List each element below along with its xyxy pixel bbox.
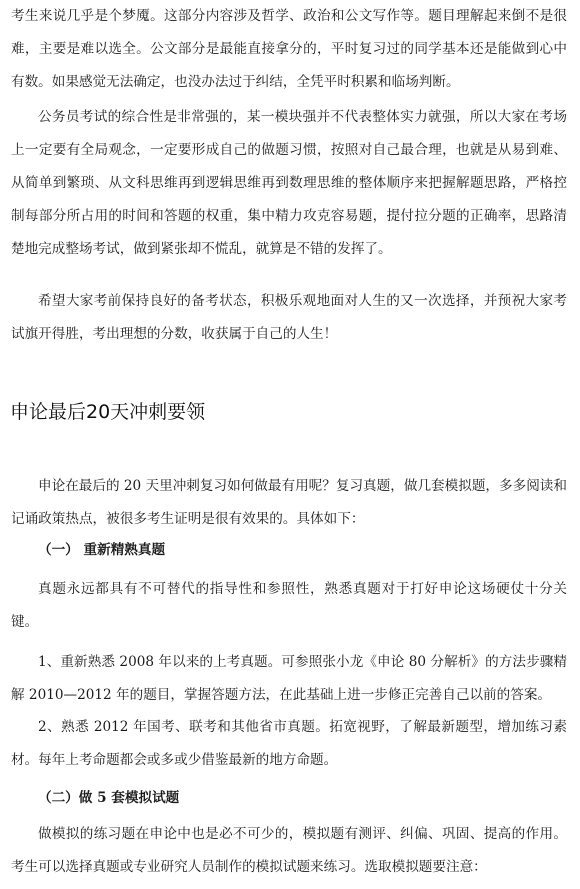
part1-paragraph-1: 真题永远都具有不可替代的指导性和参照性，熟悉真题对于打好申论这场硬仗十分关键。 xyxy=(11,581,567,630)
part1-heading: （一） 重新精熟真题 xyxy=(38,542,166,558)
intro-paragraph-1: 考生来说几乎是个梦魇。这部分内容涉及哲学、政治和公文写作等。题目理解起来倒不是很难，主要是难以选全。公文部分是最能直接拿分的，平时复习过的同学基本还是能做到心中有数。如果感觉无法确定，也没办法过于纠结，全凭平时积累和临场判断。 xyxy=(11,8,567,90)
intro-paragraph-3: 希望大家考前保持良好的备考状态，积极乐观地面对人生的又一次选择，并预祝大家考试旗开得胜，考出理想的分数，收获属于自己的人生！ xyxy=(11,293,567,342)
part2-heading: （二）做 5 套模拟试题 xyxy=(38,790,180,806)
section-title: 申论最后20天冲刺要领 xyxy=(10,401,206,423)
intro-paragraph-2: 公务员考试的综合性是非常强的，某一模块强并不代表整体实力就强，所以大家在考场上一定要有全局观念，一定要形成自己的做题习惯，按照对自己最合理，也就是从易到难、从简单到繁琐、从文科思维再到逻辑思维再到数理思维的整体顺序来把握解题思路，严格控制每部分所占用的时间和答题的权重，集中精力攻克容易题，提付拉分题的正确率，思路清楚地完成整场考试，做到紧张却不慌乱，就算是不错的发挥了。 xyxy=(11,109,567,257)
part1-paragraph-2: 1、重新熟悉 2008 年以来的上考真题。可参照张小龙《申论 80 分解析》的方法步骤精解 2010—2012 年的题目，掌握答题方法，在此基础上进一步修正完善自己以前的答案。 xyxy=(11,654,567,703)
section-intro-paragraph: 申论在最后的 20 天里冲刺复习如何做最有用呢？复习真题，做几套模拟题，多多阅读和记诵政策热点，被很多考生证明是很有效果的。具体如下： xyxy=(11,478,567,527)
part2-paragraph-1: 做模拟的练习题在申论中也是必不可少的，模拟题有测评、纠偏、巩固、提高的作用。考生可以选择真题或专业研究人员制作的模拟试题来练习。选取模拟题要注意： xyxy=(11,826,567,875)
part1-paragraph-3: 2、熟悉 2012 年国考、联考和其他省市真题。拓宽视野，了解最新题型，增加练习素材。每年上考命题都会或多或少借鉴最新的地方命题。 xyxy=(11,719,567,768)
